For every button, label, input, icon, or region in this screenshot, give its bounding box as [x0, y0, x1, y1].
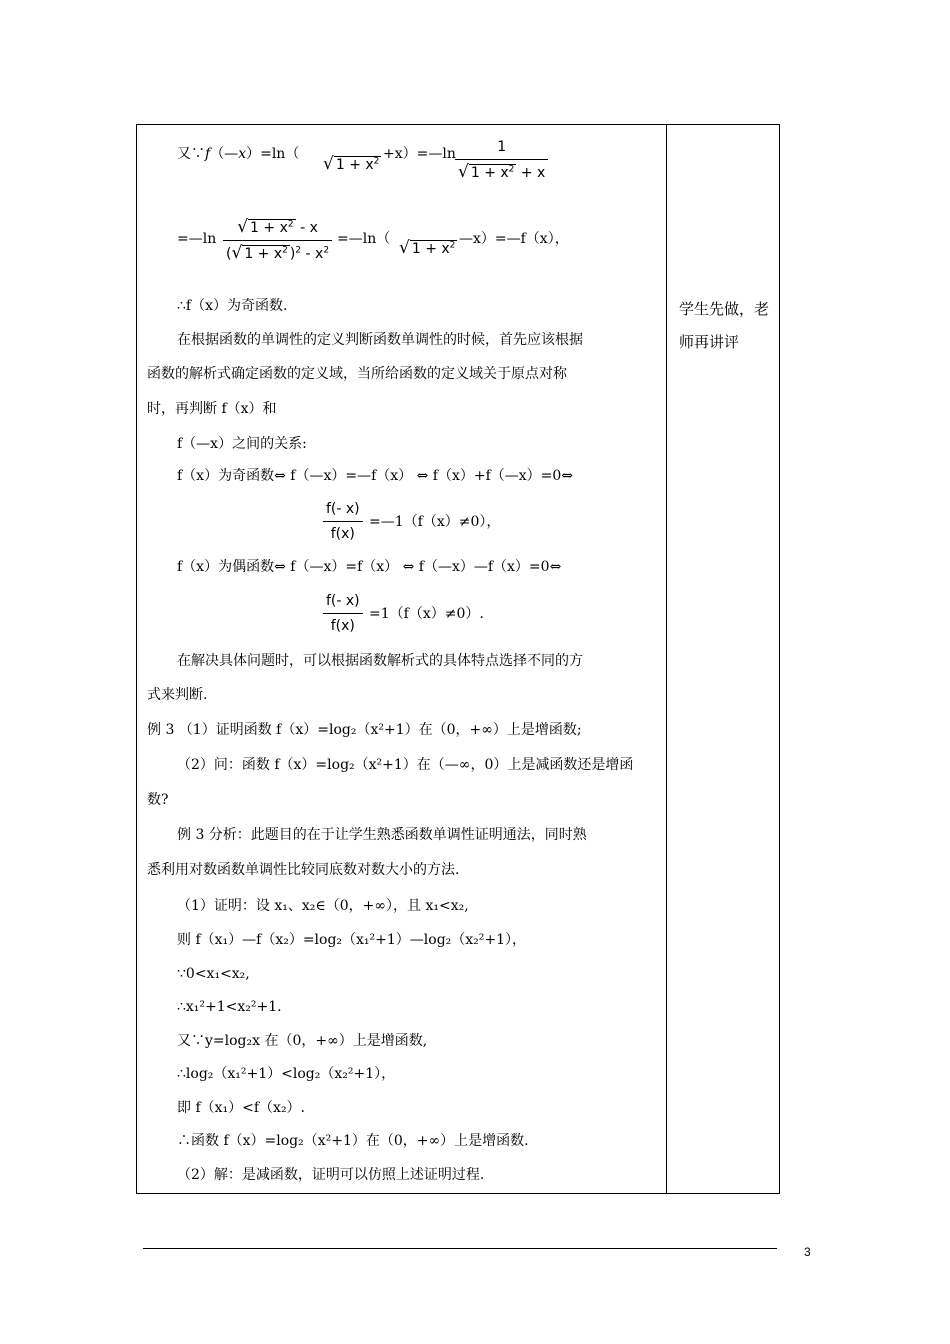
- formula-line-1-tail: +x）=—ln: [383, 146, 456, 162]
- odd-ratio-tail: =—1（f（x）≠0），: [369, 514, 501, 530]
- content-column: [137, 125, 666, 1193]
- proof-line: 又∵y=log₂x 在（0，+∞）上是增函数,: [177, 1033, 428, 1049]
- proof-line: （1）证明：设 x₁、x₂∈（0，+∞），且 x₁<x₂,: [177, 898, 469, 914]
- formula-line-2: =—ln: [177, 231, 217, 247]
- sqrt-term-2: √ $1 + x^2$: [399, 238, 456, 258]
- proof-line: 即 f（x₁）<f（x₂）.: [177, 1100, 306, 1116]
- proof-line: 则 f（x₁）—f（x₂）=log₂（x₁²+1）—log₂（x₂²+1），: [177, 932, 527, 948]
- formula-line-2-tail: —x）=—f（x），: [459, 231, 569, 247]
- fraction-2: $\frac{√ 1 + x^2 - x}{(√ 1 + x^2 )^2 - x^2}$: [223, 217, 332, 264]
- example-3-question-1: 例 3 （1）证明函数 f（x）=log₂（x²+1）在（0，+∞）上是增函数;: [147, 722, 582, 738]
- fraction-1: $\frac{1}{√ 1 + x^2 + x}$: [455, 137, 548, 183]
- even-ratio-fraction: $\frac{f(- x)}{f(x)}$: [323, 591, 363, 636]
- formula-line-2-mid: =—ln（: [337, 231, 391, 247]
- even-condition: f（x）为偶函数⇔ f（—x）=f（x） ⇔ f（—x）—f（x）=0⇔: [177, 559, 562, 575]
- lesson-table: [136, 124, 780, 1194]
- paragraph-line: 在根据函数的单调性的定义判断函数单调性的时候，首先应该根据: [177, 332, 583, 348]
- formula-line-1: 又∵f（—x）=ln（: [177, 146, 300, 162]
- teacher-note: 学生先做，老师再讲评: [679, 300, 770, 351]
- analysis-line: 悉利用对数函数单调性比较同底数对数大小的方法.: [147, 862, 460, 878]
- proof-line: （2）解：是减函数，证明可以仿照上述证明过程.: [177, 1167, 485, 1183]
- paragraph-line: 式来判断.: [147, 687, 208, 703]
- even-ratio-tail: =1（f（x）≠0）.: [369, 606, 484, 622]
- proof-line: ∴x₁²+1<x₂²+1.: [177, 999, 282, 1015]
- notes-column: [667, 125, 779, 1193]
- page-number: 3: [804, 1245, 811, 1259]
- proof-line: ∵0<x₁<x₂,: [177, 966, 250, 982]
- paragraph-line: 在解决具体问题时，可以根据函数解析式的具体特点选择不同的方: [177, 653, 583, 669]
- sqrt-term-1: √ $1 + x^2$: [323, 154, 380, 174]
- paragraph-line: 时，再判断 f（x）和: [147, 401, 277, 417]
- example-3-question-2-cont: 数?: [147, 792, 169, 808]
- paragraph-line: f（—x）之间的关系:: [177, 436, 307, 452]
- paragraph-line: 函数的解析式确定函数的定义域，当所给函数的定义域关于原点对称: [147, 366, 567, 382]
- odd-conclusion: ∴f（x）为奇函数.: [177, 298, 288, 314]
- odd-condition: f（x）为奇函数⇔ f（—x）=—f（x） ⇔ f（x）+f（—x）=0⇔: [177, 468, 574, 484]
- example-3-question-2: （2）问：函数 f（x）=log₂（x²+1）在（—∞，0）上是减函数还是增函: [177, 757, 634, 773]
- proof-line: ∴函数 f（x）=log₂（x²+1）在（0，+∞）上是增函数.: [177, 1133, 529, 1149]
- proof-line: ∴log₂（x₁²+1）<log₂（x₂²+1），: [177, 1066, 396, 1082]
- analysis-line: 例 3 分析：此题目的在于让学生熟悉函数单调性证明通法，同时熟: [177, 827, 587, 843]
- odd-ratio-fraction: $\frac{f(- x)}{f(x)}$: [323, 499, 363, 544]
- footer-rule: [143, 1248, 777, 1249]
